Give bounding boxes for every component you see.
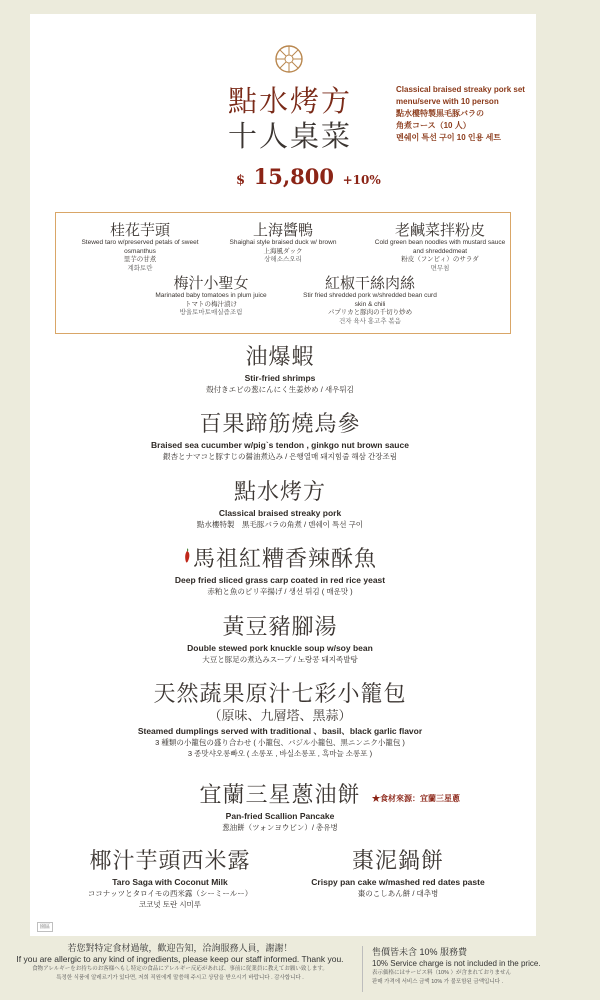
set-price	[236, 164, 381, 189]
appetizer-name: 桂花芋頭	[109, 221, 170, 239]
dish-en: Taro Saga with Coconut Milk	[112, 877, 228, 887]
set-description-line: 뎬쉐이 특선 구이 10 인용 세트	[396, 133, 502, 142]
dish-kr: 코코넛 토란 시미루	[138, 900, 202, 909]
appetizer-name: 老鹹菜拌粉皮	[394, 221, 485, 239]
appetizer-kr: 방울토마토매실즙조림	[179, 309, 243, 317]
dish-name: 馬祖紅糟香辣酥魚	[192, 547, 377, 572]
appetizer-kr: 건자 육사 홍고추 볶음	[339, 317, 401, 325]
dish-name: 點水烤方	[233, 480, 326, 505]
dish-name: 百果蹄筋燒烏參	[199, 412, 361, 437]
dish-jp: 赤粕と魚のピリ辛揚げ / 생선 튀김 ( 매운맛 )	[207, 587, 353, 596]
dish-en: Pan-fried Scallion Pancake	[225, 811, 335, 821]
dish-name: 油爆蝦	[245, 345, 315, 370]
set-description-line: 點水樓特製黒毛豚バラの	[396, 109, 484, 118]
footer-divider	[362, 946, 363, 992]
dish-jp: 3 種類の小籠包の盛り合わせ ( 小籠包、バジル小籠包、黒ニンニク小籠包 )	[155, 738, 405, 747]
dish-item	[60, 614, 500, 665]
service-charge-notice	[372, 946, 596, 987]
dish-en: Stir-fried shrimps	[244, 373, 316, 383]
service-charge-en: 10% Service charge is not included in the price.	[372, 959, 541, 968]
dish-en: Crispy pan cake w/mashed red dates paste	[311, 877, 485, 887]
dish-jp: 大豆と豚足の煮込みスープ / 노랑콩 돼지족발탕	[202, 655, 358, 664]
appetizer-en: Stewed taro w/preserved petals of sweet osmanthus	[81, 239, 199, 255]
price-amount: 15,800	[253, 164, 334, 189]
ingredient-source-note: ★食材來源：宜蘭三星蔥	[372, 794, 460, 803]
appetizer-en: Cold green bean noodles with mustard sauce and shreddedmeat	[374, 239, 506, 255]
appetizer-en: Marinated baby tomatoes in plum juice	[155, 292, 267, 299]
dish-jp: 葱油餅（ツォンヨウビン）/ 총유병	[222, 823, 338, 832]
appetizer-item	[146, 274, 276, 318]
dish-en: Steamed dumplings served with traditional 、basil、black garlic flavor	[137, 726, 423, 736]
price-surcharge: +10%	[342, 173, 381, 187]
appetizer-item	[218, 221, 348, 265]
dish-kr: 3 종맛샤오롱빠오 ( 소롱포 , 바실소롱포 , 흑마늘 소롱포 )	[187, 749, 373, 758]
dish-name: 宜蘭三星蔥油餅	[199, 783, 361, 808]
allergy-notice-cn: 若您對特定食材過敏，歡迎告知，洽詢服務人員，謝謝！	[67, 943, 293, 953]
appetizer-item	[78, 221, 202, 273]
dish-item	[60, 782, 500, 833]
dish-jp: 銀杏とナマコと豚すじの醤油煮込み / 은행열매 돼지힘줄 해삼 간장조림	[163, 452, 397, 461]
price-currency: $	[236, 173, 246, 188]
set-description-line: Classical braised streaky pork set	[396, 85, 525, 94]
chili-spicy-icon	[183, 548, 191, 564]
dish-jp: 點水樓特製 黒毛豚バラの角煮 / 뎬쉐이 특선 구이	[196, 520, 364, 529]
dish-en: Deep fried sliced grass carp coated in red rice yeast	[174, 575, 386, 585]
service-charge-cn: 售價皆未含 10% 服務費	[372, 947, 468, 957]
appetizer-kr: 계화토란	[127, 264, 153, 272]
appetizer-jp: パプリカと豚肉の千切り炒め	[327, 309, 413, 317]
menu-title-line1: 點水烤方	[227, 84, 352, 118]
allergy-notice-en: If you are allergic to any kind of ingredients, please keep our staff informed. Thank you.	[16, 954, 344, 964]
restaurant-logo-icon	[274, 44, 304, 74]
appetizer-item	[370, 221, 510, 273]
appetizer-jp: 上海風ダック	[263, 247, 303, 255]
dish-name: 椰汁芋頭西米露	[89, 849, 251, 874]
appetizer-jp: トマトの梅汁漬け	[185, 300, 237, 308]
allergy-notice	[0, 942, 360, 983]
appetizer-kr: 면무침	[430, 264, 450, 272]
dish-flavors: （原味、九層塔、黑蒜）	[208, 709, 352, 724]
dish-item	[60, 848, 280, 910]
set-description	[396, 84, 526, 144]
dish-item	[60, 344, 500, 395]
set-description-line: menu/serve with 10 person	[396, 97, 499, 106]
appetizer-kr: 상해소스오리	[264, 256, 302, 264]
dish-item	[60, 479, 500, 530]
appetizer-en: Stir fried shredded pork w/shredded bean curd skin & chili	[303, 292, 437, 308]
appetizer-en: Shaighai style braised duck w/ brown	[229, 239, 337, 246]
set-description-line: 角煮コース（10 人）	[396, 121, 471, 130]
dish-en: Double stewed pork knuckle soup w/soy bean	[187, 643, 373, 653]
dish-name-row	[60, 546, 500, 574]
dish-name: 天然蔬果原汁七彩小籠包	[153, 682, 407, 707]
appetizer-name: 上海醬鴨	[252, 221, 313, 239]
dish-name: 棗泥鍋餅	[351, 849, 444, 874]
appetizer-item	[300, 274, 440, 326]
dish-jp: 棗のこしあん餅 / 대추병	[357, 889, 439, 898]
dish-en: Braised sea cucumber w/pig`s tendon , ginkgo nut brown sauce	[151, 440, 409, 450]
dish-en: Classical braised streaky pork	[218, 508, 342, 518]
dish-item	[60, 681, 500, 759]
menu-title-line2: 十人桌菜	[227, 119, 352, 153]
dish-item	[60, 411, 500, 462]
location-tag: 園區	[37, 922, 53, 932]
allergy-notice-kr: 특정한 식품에 알레르기가 있다면, 저희 직원에게 말씀해 주시고 상담을 받으시기 바랍니다 . 감사합니다 .	[56, 975, 304, 981]
dish-jp: ココナッツとタロイモの西米露（シーミールー）	[87, 889, 253, 898]
dish-jp: 殻付きエビの葱にんにく生姜炒め / 새우튀김	[206, 385, 354, 394]
appetizer-jp: 里芋の甘煮	[123, 256, 157, 264]
service-charge-jp: 表示価格にはサービス料（10% ）が含まれておりません	[372, 970, 512, 976]
dish-item	[60, 546, 500, 597]
dish-name: 黃豆豬腳湯	[222, 615, 338, 640]
allergy-notice-jp: 食物アレルギーをお持ちのお客様へもし特定の食品にアレルギー反応があれば、事前に従業員に教えてお願い致します。	[32, 966, 328, 972]
dish-item	[288, 848, 508, 899]
service-charge-kr: 판매 가격에 서비스 금액 10% 가 불포함된 금액입니다 .	[372, 979, 504, 985]
appetizer-name: 紅椒干絲肉絲	[324, 274, 415, 292]
appetizer-jp: 粉皮（フンピィ）のサラダ	[401, 256, 479, 264]
appetizer-name: 梅汁小聖女	[173, 274, 249, 292]
